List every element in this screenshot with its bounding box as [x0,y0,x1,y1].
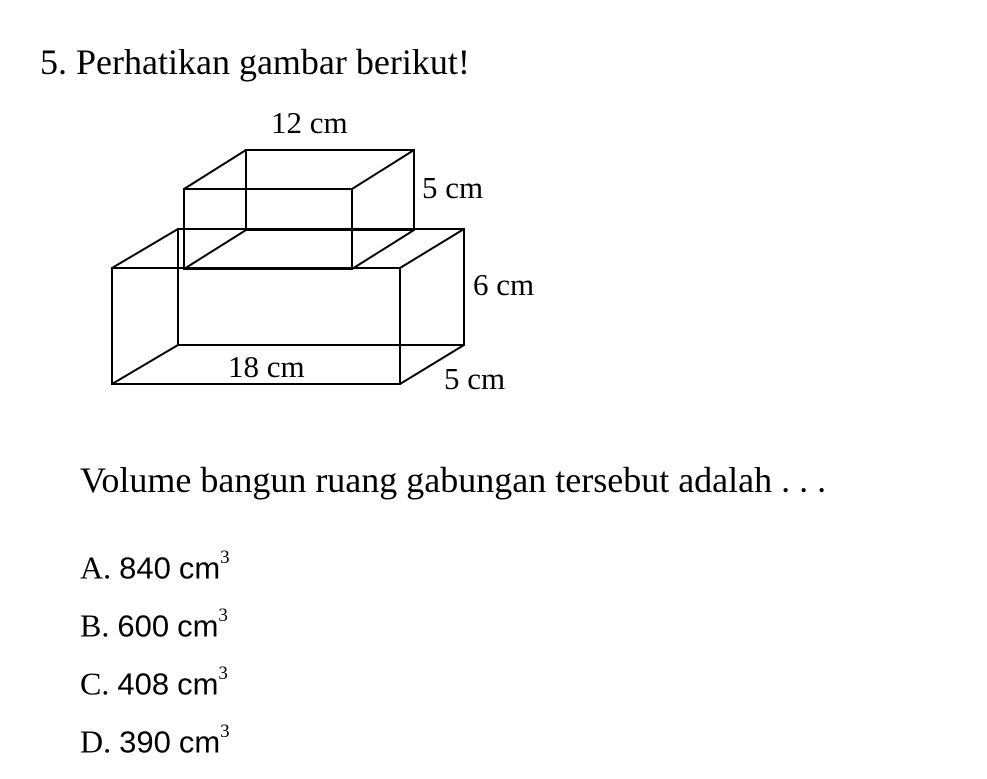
label-bottom-height: 6 cm [473,267,535,302]
option-b[interactable] [80,600,228,647]
question-instruction: Perhatikan gambar berikut! [76,42,470,82]
option-exponent: 3 [220,547,230,568]
label-bottom-width: 5 cm [444,361,506,396]
option-letter: C. [80,665,110,702]
option-value: 840 [119,550,171,586]
label-bottom-length: 18 cm [228,349,305,384]
option-letter: B. [80,607,110,644]
option-c[interactable] [80,658,228,705]
question-prompt: Volume bangun ruang gabungan tersebut adalah . . . [80,460,827,500]
option-unit: cm [178,724,221,760]
option-letter: A. [80,549,112,586]
option-value: 600 [117,608,170,644]
option-value: 390 [119,724,171,760]
label-top-height: 5 cm [422,170,484,205]
option-exponent: 3 [220,721,230,742]
question-number: 5. [40,42,67,82]
label-top-length: 12 cm [271,105,348,140]
option-letter: D. [80,723,112,760]
option-d[interactable] [80,716,230,763]
option-a[interactable] [80,542,230,589]
option-value: 408 [117,666,170,702]
option-unit: cm [177,666,219,702]
top-cuboid [184,150,414,269]
option-unit: cm [177,608,219,644]
option-unit: cm [178,550,221,586]
option-exponent: 3 [218,663,228,684]
prism-diagram [100,95,560,405]
option-exponent: 3 [218,605,228,626]
composite-prism-figure [100,95,560,410]
question-heading [40,40,470,84]
